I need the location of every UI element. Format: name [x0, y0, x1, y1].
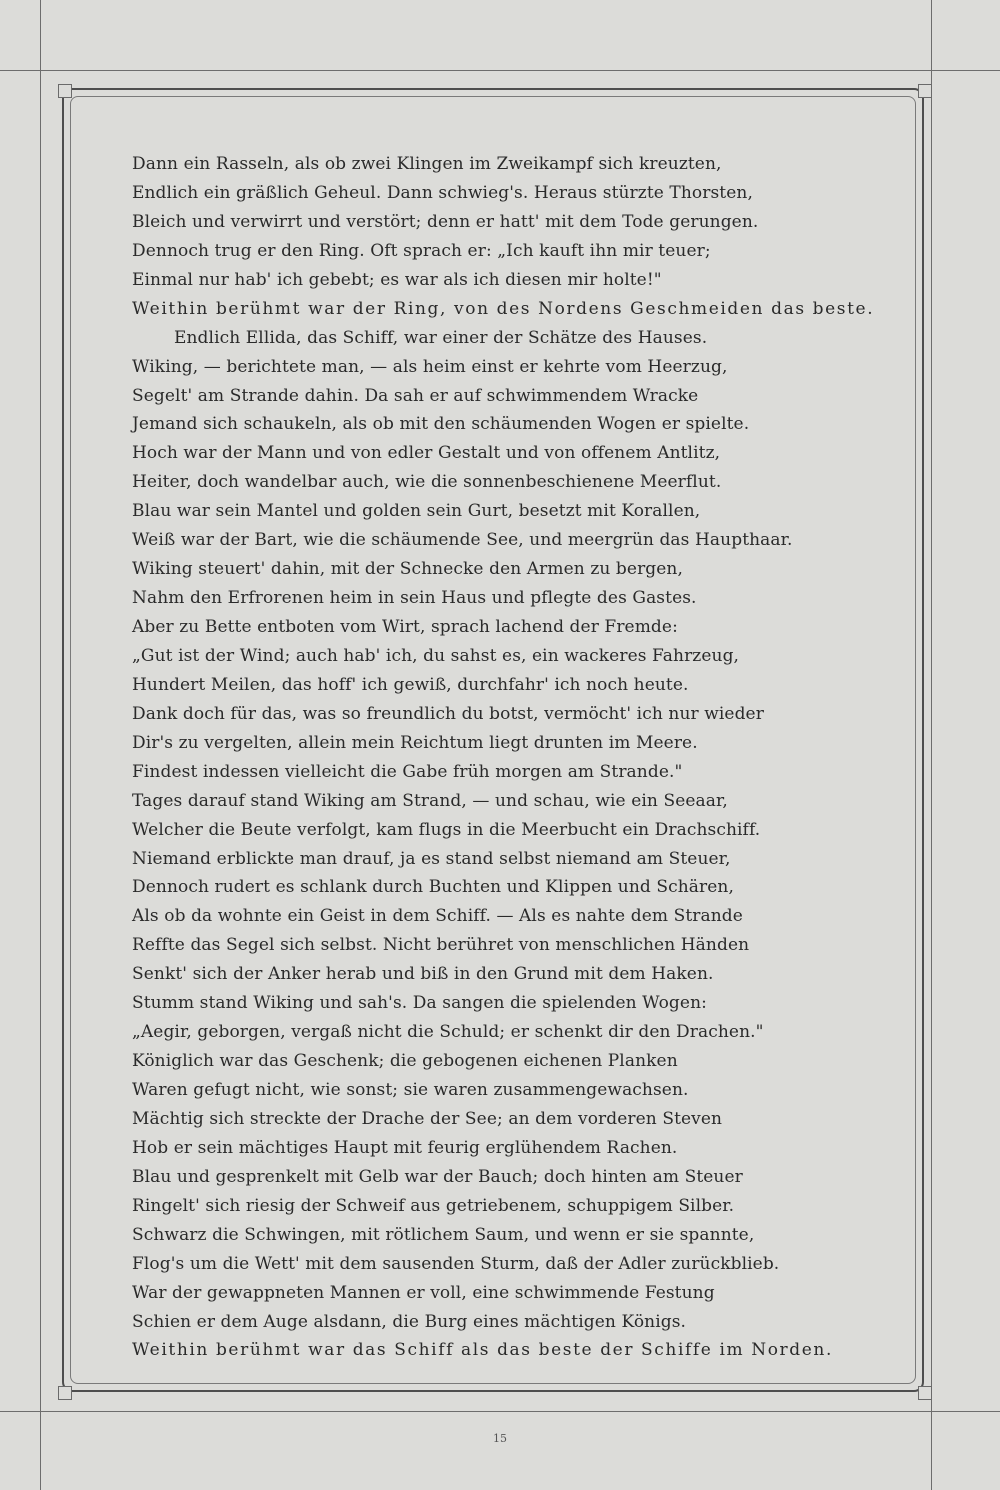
text-line: Niemand erblickte man drauf, ja es stand selbst niemand am Steuer,: [132, 848, 731, 869]
text-line: Aber zu Bette entboten vom Wirt, sprach lachend der Fremde:: [132, 617, 678, 637]
text-line: Dennoch trug er den Ring. Oft sprach er: „Ich kauft ihn mir teuer;: [132, 240, 711, 261]
text-line: Tages darauf stand Wiking am Strand, — und schau, wie ein Seeaar,: [132, 790, 728, 811]
text-line: Dank doch für das, was so freundlich du botst, vermöcht' ich nur wieder: [132, 703, 764, 724]
text-line: Dennoch rudert es schlank durch Buchten und Klippen und Schären,: [132, 877, 734, 898]
text-line: Jemand sich schaukeln, als ob mit den schäumenden Wogen er spielte.: [132, 414, 750, 435]
text-line: Reffte das Segel sich selbst. Nicht berühret von menschlichen Händen: [132, 935, 750, 956]
text-line: Weiß war der Bart, wie die schäumende See, und meergrün das Haupthaar.: [132, 530, 793, 551]
crop-line-left: [40, 0, 41, 1490]
text-line: Mächtig sich streckte der Drache der See; an dem vorderen Steven: [132, 1108, 723, 1129]
text-line: Blau war sein Mantel und golden sein Gurt, besetzt mit Korallen,: [132, 501, 701, 522]
poem-text: [132, 150, 892, 1365]
text-line: Blau und gesprenkelt mit Gelb war der Bauch; doch hinten am Steuer: [132, 1166, 743, 1187]
text-line: Weithin berühmt war der Ring, von des Nordens Geschmeiden das beste.: [132, 298, 875, 319]
text-line: Weithin berühmt war das Schiff als das beste der Schiffe im Norden.: [132, 1340, 833, 1361]
page-number: 15: [493, 1432, 507, 1445]
text-line: Königlich war das Geschenk; die gebogenen eichenen Planken: [132, 1051, 678, 1072]
text-line: Stumm stand Wiking und sah's. Da sangen die spielenden Wogen:: [132, 993, 707, 1014]
text-line: Nahm den Erfrorenen heim in sein Haus und pflegte des Gastes.: [132, 588, 697, 609]
text-line: Dann ein Rasseln, als ob zwei Klingen im Zweikampf sich kreuzten,: [132, 154, 722, 174]
crop-line-right: [931, 0, 932, 1490]
crop-line-top: [0, 70, 1000, 71]
text-line: Heiter, doch wandelbar auch, wie die sonnenbeschienene Meerflut.: [132, 472, 722, 493]
text-line: „Gut ist der Wind; auch hab' ich, du sahst es, ein wackeres Fahrzeug,: [132, 645, 740, 666]
text-line: „Aegir, geborgen, vergaß nicht die Schuld; er schenkt dir den Drachen.": [132, 1022, 764, 1043]
text-line: Dir's zu vergelten, allein mein Reichtum liegt drunten im Meere.: [132, 732, 698, 753]
text-line: Segelt' am Strande dahin. Da sah er auf schwimmendem Wracke: [132, 385, 699, 406]
text-line: Hob er sein mächtiges Haupt mit feurig erglühendem Rachen.: [132, 1137, 678, 1158]
text-line: Flog's um die Wett' mit dem sausenden Sturm, daß der Adler zurückblieb.: [132, 1253, 780, 1274]
text-line: Wiking steuert' dahin, mit der Schnecke den Armen zu bergen,: [132, 559, 683, 580]
frame-corner-ornament: [58, 1386, 72, 1400]
text-line: Findest indessen vielleicht die Gabe früh morgen am Strande.": [132, 761, 683, 782]
text-line: Ringelt' sich riesig der Schweif aus getriebenem, schuppigem Silber.: [132, 1195, 735, 1216]
frame-corner-ornament: [58, 84, 72, 98]
text-line: Schwarz die Schwingen, mit rötlichem Saum, und wenn er sie spannte,: [132, 1224, 755, 1245]
text-line: War der gewappneten Mannen er voll, eine schwimmende Festung: [132, 1282, 715, 1303]
text-line: Senkt' sich der Anker herab und biß in den Grund mit dem Haken.: [132, 964, 714, 985]
text-line: Welcher die Beute verfolgt, kam flugs in die Meerbucht ein Drachschiff.: [132, 819, 761, 840]
text-line: Hundert Meilen, das hoff' ich gewiß, durchfahr' ich noch heute.: [132, 674, 689, 695]
frame-corner-ornament: [918, 84, 932, 98]
text-line: Waren gefugt nicht, wie sonst; sie waren zusammengewachsen.: [132, 1080, 689, 1100]
text-line: Schien er dem Auge alsdann, die Burg eines mächtigen Königs.: [132, 1311, 687, 1332]
text-line: Endlich ein gräßlich Geheul. Dann schwieg's. Heraus stürzte Thorsten,: [132, 182, 753, 203]
crop-line-bottom: [0, 1411, 1000, 1412]
text-line: Bleich und verwirrt und verstört; denn er hatt' mit dem Tode gerungen.: [132, 211, 759, 232]
text-line: Endlich Ellida, das Schiff, war einer der Schätze des Hauses.: [174, 327, 708, 348]
text-line: Hoch war der Mann und von edler Gestalt und von offenem Antlitz,: [132, 443, 721, 464]
text-line: Wiking, — berichtete man, — als heim einst er kehrte vom Heerzug,: [132, 356, 728, 377]
text-line: Als ob da wohnte ein Geist in dem Schiff. — Als es nahte dem Strande: [132, 906, 743, 927]
text-line: Einmal nur hab' ich gebebt; es war als ich diesen mir holte!": [132, 269, 662, 290]
frame-corner-ornament: [918, 1386, 932, 1400]
